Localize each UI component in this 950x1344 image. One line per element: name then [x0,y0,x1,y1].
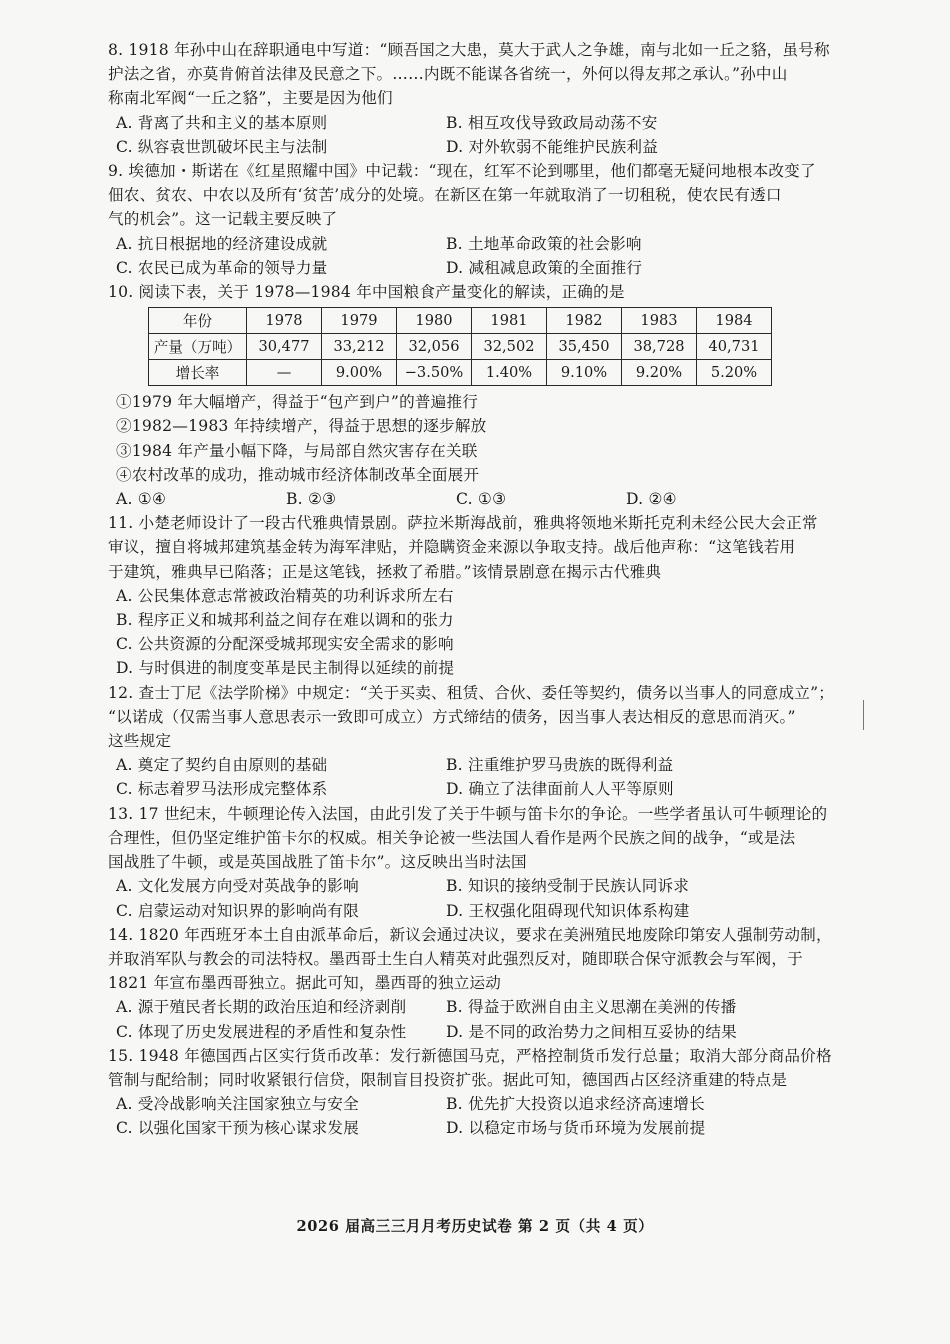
options-row [108,995,878,1019]
option-c: C. 农民已成为革命的领导力量 [116,258,328,277]
table-cell: — [247,360,322,386]
question-stem: 11. 小楚老师设计了一段古代雅典情景剧。萨拉米斯海战前，雅典将领地米斯托克利未经公民大会正常 [108,514,818,533]
option-a: A. 奠定了契约自由原则的基础 [116,756,328,775]
options-row [108,753,878,777]
table-cell: 32,056 [397,334,472,360]
table-cell: 1978 [247,308,322,334]
table-cell: 30,477 [247,334,322,360]
option-c: C. 启蒙运动对知识界的影响尚有限 [116,901,360,920]
option-d: D. 确立了法律面前人人平等原则 [446,780,674,799]
table-row-growth [149,360,772,386]
question-stem: 1821 年宣布墨西哥独立。据此可知，墨西哥的独立运动 [108,974,502,993]
question-stem: 并取消军队与教会的司法特权。墨西哥土生白人精英对此强烈反对，随即联合保守派教会与军阀，于 [108,949,803,968]
option-c: C. 标志着罗马法形成完整体系 [116,780,328,799]
table-cell: 9.10% [547,360,622,386]
question-stem: 10. 阅读下表，关于 1978—1984 年中国粮食产量变化的解读，正确的是 [108,283,625,302]
options-row [108,1020,878,1044]
statement-3: ③1984 年产量小幅下降，与局部自然灾害存在关联 [116,441,478,460]
option-a: A. 文化发展方向受对英战争的影响 [116,877,359,896]
option-a: A. ①④ [116,490,167,509]
question-stem: 称南北军阀“一丘之貉”，主要是因为他们 [108,89,393,108]
option-c: C. 纵容袁世凯破坏民主与法制 [116,137,328,156]
question-stem: 于建筑，雅典早已陷落；正是这笔钱，拯救了希腊。”该情景剧意在揭示古代雅典 [108,562,662,581]
exam-page [108,38,878,1141]
option-b: B. 程序正义和城邦利益之间存在难以调和的张力 [116,611,454,630]
table-cell: 1983 [622,308,697,334]
scan-mark [863,700,872,730]
statement-2: ②1982—1983 年持续增产，得益于思想的逐步解放 [116,417,487,436]
option-a: A. 抗日根据地的经济建设成就 [116,234,328,253]
table-cell: 33,212 [322,334,397,360]
option-c: C. 公共资源的分配深受城邦现实安全需求的影响 [116,635,454,654]
table-cell: 1980 [397,308,472,334]
table-cell: 年份 [149,308,247,334]
options-row [108,777,878,801]
options-row [108,111,878,135]
page-footer: 2026 届高三三月月考历史试卷 第 2 页（共 4 页） [296,1218,654,1235]
table-cell: 9.00% [322,360,397,386]
option-c: C. 体现了历史发展进程的矛盾性和复杂性 [116,1022,407,1041]
question-14 [108,923,878,1044]
question-stem: 15. 1948 年德国西占区实行货币改革：发行新德国马克，严格控制货币发行总量；取消大部分商品价格 [108,1046,832,1065]
table-cell: 32,502 [472,334,547,360]
question-stem: 管制与配给制；同时收紧银行信贷，限制盲目投资扩张。据此可知，德国西占区经济重建的特点是 [108,1070,788,1089]
table-cell: 1984 [697,308,772,334]
statement-1: ①1979 年大幅增产，得益于“包产到户”的普遍推行 [116,393,479,412]
option-b: B. ②③ [286,490,337,509]
options-row [108,232,878,256]
option-c: C. ①③ [456,490,507,509]
table-cell: 40,731 [697,334,772,360]
table-row-year [149,308,772,334]
question-9 [108,159,878,280]
option-d: D. 减租减息政策的全面推行 [446,258,643,277]
table-cell: 增长率 [149,360,247,386]
option-a: A. 背离了共和主义的基本原则 [116,113,328,132]
question-11 [108,511,878,680]
question-10 [108,280,878,511]
table-cell: 35,450 [547,334,622,360]
options-row [108,1092,878,1116]
option-b: B. 得益于欧洲自由主义思潮在美洲的传播 [446,998,737,1017]
options-row [108,1116,878,1140]
question-stem: 护法之省，亦莫肯俯首法律及民意之下。……内既不能谋各省统一，外何以得友邦之承认。”孙中山 [108,65,788,84]
table-cell: 1.40% [472,360,547,386]
grain-output-table [148,307,772,386]
option-d: D. ②④ [626,490,677,509]
question-stem: 13. 17 世纪末，牛顿理论传入法国，由此引发了关于牛顿与笛卡尔的争论。一些学者虽认可牛顿理论的 [108,804,828,823]
option-a: A. 公民集体意志常被政治精英的功利诉求所左右 [116,586,454,605]
option-d: D. 与时俱进的制度变革是民主制得以延续的前提 [116,659,455,678]
option-b: B. 优先扩大投资以追求经济高速增长 [446,1095,705,1114]
question-stem: 国战胜了牛顿，或是英国战胜了笛卡尔”。这反映出当时法国 [108,853,527,872]
question-stem: 14. 1820 年西班牙本土自由派革命后，新议会通过决议，要求在美洲殖民地废除印第安人强制劳动制， [108,925,832,944]
question-stem: 佃农、贫农、中农以及所有‘贫苦’成分的处境。在新区在第一年就取消了一切租税，使农民有透口 [108,186,782,205]
table-cell: 5.20% [697,360,772,386]
question-stem: “以诺成（仅需当事人意思表示一致即可成立）方式缔结的债务，因当事人表达相反的意思而消灭。” [108,707,796,726]
question-stem: 审议，擅自将城邦建筑基金转为海军津贴，并隐瞒资金来源以争取支持。战后他声称：“这笔钱若用 [108,538,796,557]
options-row [108,487,878,511]
question-15 [108,1044,878,1141]
table-cell: −3.50% [397,360,472,386]
question-stem: 9. 埃德加・斯诺在《红星照耀中国》中记载：“现在，红军不论到哪里，他们都毫无疑问地根本改变了 [108,162,816,181]
options-row [108,135,878,159]
option-b: B. 注重维护罗马贵族的既得利益 [446,756,674,775]
option-b: B. 相互攻伐导致政局动荡不安 [446,113,658,132]
option-d: D. 以稳定市场与货币环境为发展前提 [446,1119,706,1138]
table-cell: 1979 [322,308,397,334]
statement-4: ④农村改革的成功，推动城市经济体制改革全面展开 [116,465,480,484]
option-b: B. 知识的接纳受制于民族认同诉求 [446,877,690,896]
question-stem: 气的机会”。这一记载主要反映了 [108,210,338,229]
table-cell: 1981 [472,308,547,334]
question-stem: 8. 1918 年孙中山在辞职通电中写道：“顾吾国之大患，莫大于武人之争雄，南与北如一丘之貉，虽号称 [108,41,830,59]
options-row [108,874,878,898]
table-cell: 产量（万吨） [149,334,247,360]
table-cell: 9.20% [622,360,697,386]
option-a: A. 源于殖民者长期的政治压迫和经济剥削 [116,998,407,1017]
question-12 [108,681,878,802]
table-cell: 1982 [547,308,622,334]
option-d: D. 对外软弱不能维护民族利益 [446,137,658,156]
table-row-output [149,334,772,360]
option-d: D. 是不同的政治势力之间相互妥协的结果 [446,1022,737,1041]
options-row [108,899,878,923]
option-a: A. 受冷战影响关注国家独立与安全 [116,1095,359,1114]
question-stem: 12. 查士丁尼《法学阶梯》中规定：“关于买卖、租赁、合伙、委任等契约，债务以当事人的同意成立”； [108,683,835,702]
option-d: D. 王权强化阻碍现代知识体系构建 [446,901,690,920]
option-b: B. 土地革命政策的社会影响 [446,234,642,253]
question-stem: 合理性，但仍坚定维护笛卡尔的权威。相关争论被一些法国人看作是两个民族之间的战争，“或是法 [108,828,796,847]
question-8 [108,38,878,159]
options-row [108,256,878,280]
option-c: C. 以强化国家干预为核心谋求发展 [116,1119,360,1138]
question-stem: 这些规定 [108,732,172,751]
question-13 [108,802,878,923]
table-cell: 38,728 [622,334,697,360]
